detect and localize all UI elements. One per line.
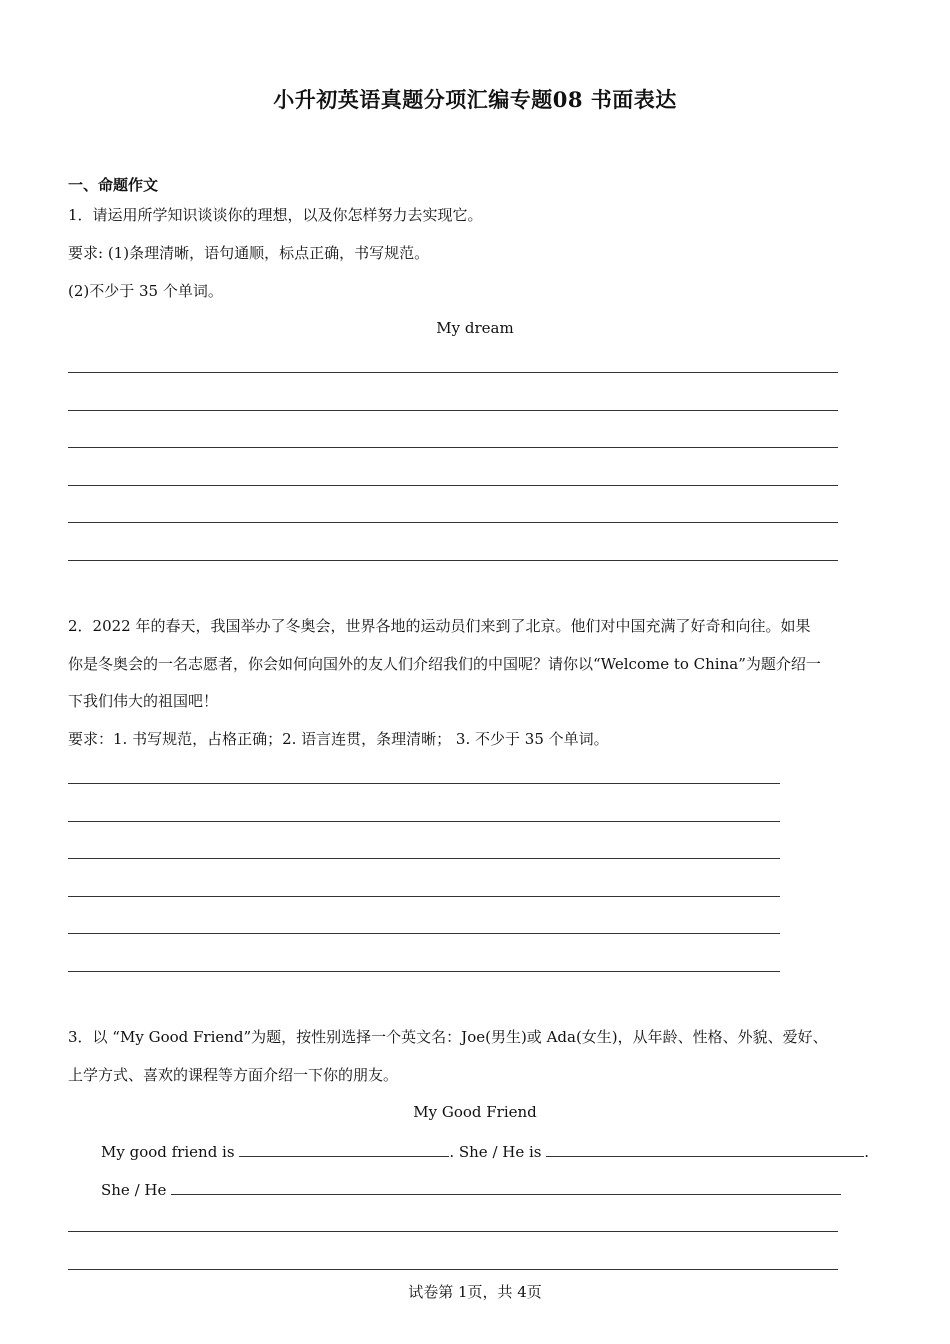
q3-essay-heading: My Good Friend [413,1103,537,1121]
q2-writing-line[interactable] [68,933,780,934]
q3-blank-friend-name[interactable] [239,1140,449,1157]
q1-requirement-2: (2)不少于 35 个单词。 [68,282,223,300]
q1-essay-heading: My dream [436,319,514,337]
q2-writing-line[interactable] [68,783,780,784]
q3-writing-line[interactable] [68,1269,838,1270]
page-title: 小升初英语真题分项汇编专题08 书面表达 [273,87,677,112]
q1-writing-line[interactable] [68,560,838,561]
q2-requirements: 要求：1. 书写规范，占格正确；2. 语言连贯，条理清晰； 3. 不少于 35 个单词。 [68,730,609,748]
q1-requirement-1: 要求: (1)条理清晰，语句通顺，标点正确，书写规范。 [68,244,430,262]
q1-writing-line[interactable] [68,410,838,411]
q2-prompt-line-1: 2．2022 年的春天，我国举办了冬奥会，世界各地的运动员们来到了北京。他们对中国充满了好奇和向往。如果 [68,617,811,635]
q2-writing-line[interactable] [68,858,780,859]
page-footer: 试卷第 1页，共 4页 [408,1283,542,1301]
q2-writing-line[interactable] [68,821,780,822]
q3-sentence-1 [101,1140,869,1162]
q3-blank-description[interactable] [546,1140,864,1157]
q3-sentence-2 [101,1178,841,1200]
q3-blank-continuation[interactable] [171,1178,841,1195]
q1-writing-line[interactable] [68,447,838,448]
q2-prompt-line-2: 你是冬奥会的一名志愿者，你会如何向国外的友人们介绍我们的中国呢？请你以“Welcome to China”为题介绍一 [68,655,821,673]
q2-writing-line[interactable] [68,971,780,972]
q3-sentence-1-part-b: . She / He is [449,1143,547,1161]
q1-writing-line[interactable] [68,522,838,523]
q3-prompt-line-1: 3．以 “My Good Friend”为题，按性别选择一个英文名：Joe(男生)或 Ada(女生)，从年龄、性格、外貌、爱好、 [68,1028,828,1046]
q1-writing-line[interactable] [68,372,838,373]
q2-prompt-line-3: 下我们伟大的祖国吧！ [68,692,219,710]
q2-writing-line[interactable] [68,896,780,897]
q3-prompt-line-2: 上学方式、喜欢的课程等方面介绍一下你的朋友。 [68,1066,399,1084]
q1-prompt: 1．请运用所学知识谈谈你的理想，以及你怎样努力去实现它。 [68,206,483,224]
q1-writing-line[interactable] [68,485,838,486]
q3-sentence-1-period: . [864,1143,870,1161]
q3-writing-line[interactable] [68,1231,838,1232]
q3-sentence-2-start: She / He [101,1181,172,1199]
section-heading: 一、命题作文 [68,176,159,194]
q3-sentence-1-part-a: My good friend is [101,1143,240,1161]
